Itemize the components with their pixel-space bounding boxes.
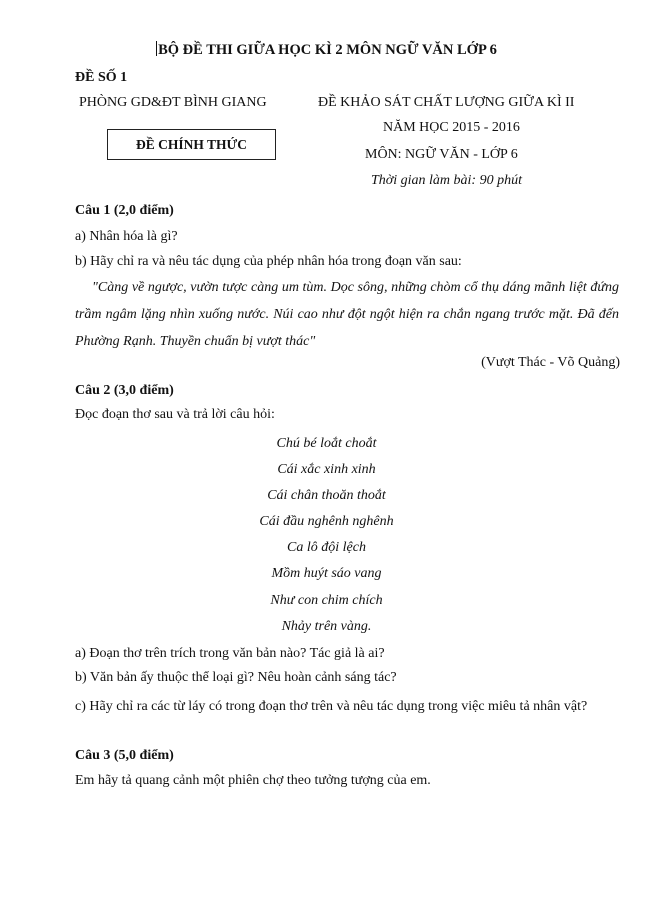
text-cursor <box>156 41 157 56</box>
question-2c: c) Hãy chỉ ra các từ láy có trong đoạn thơ trên và nêu tác dụng trong việc miêu tả nhân vật? <box>75 699 588 714</box>
question-3-task: Em hãy tả quang cảnh một phiên chợ theo tưởng tượng của em. <box>75 773 431 788</box>
official-exam-label: ĐỀ CHÍNH THỨC <box>135 136 247 152</box>
question-1-heading: Câu 1 (2,0 điểm) <box>75 203 174 218</box>
poem-line: Cái xắc xinh xinh <box>277 462 376 477</box>
poem-line: Mồm huýt sáo vang <box>271 566 382 581</box>
question-1b: b) Hãy chỉ ra và nêu tác dụng của phép nhân hóa trong đoạn văn sau: <box>75 254 462 269</box>
school-year: NĂM HỌC 2015 - 2016 <box>383 120 520 135</box>
time-allowed: Thời gian làm bài: 90 phút <box>371 173 522 188</box>
poem-line: Ca lô đội lệch <box>287 540 366 555</box>
poem-line: Cái đầu nghênh nghênh <box>259 514 394 529</box>
exam-name: ĐỀ KHẢO SÁT CHẤT LƯỢNG GIỮA KÌ II <box>318 95 575 110</box>
question-2-heading: Câu 2 (3,0 điểm) <box>75 383 174 398</box>
question-2-intro: Đọc đoạn thơ sau và trả lời câu hỏi: <box>75 407 275 422</box>
document-title-text: BỘ ĐỀ THI GIỮA HỌC KÌ 2 MÔN NGỮ VĂN LỚP 6 <box>158 42 497 58</box>
poem-line: Nhảy trên vàng. <box>281 619 372 634</box>
question-2a: a) Đoạn thơ trên trích trong văn bản nào? Tác giả là ai? <box>75 646 385 661</box>
question-2b: b) Văn bản ấy thuộc thể loại gì? Nêu hoàn cảnh sáng tác? <box>75 670 397 685</box>
official-exam-box <box>107 129 276 160</box>
question-1a: a) Nhân hóa là gì? <box>75 229 178 244</box>
document-title <box>0 41 653 59</box>
poem-line: Chú bé loắt choắt <box>276 436 377 451</box>
education-office: PHÒNG GD&ĐT BÌNH GIANG <box>79 95 267 110</box>
question-3-heading: Câu 3 (5,0 điểm) <box>75 748 174 763</box>
subject-line: MÔN: NGỮ VĂN - LỚP 6 <box>365 147 518 162</box>
poem-line: Cái chân thoăn thoắt <box>267 488 386 503</box>
poem-line: Như con chim chích <box>270 593 383 608</box>
passage-source: (Vượt Thác - Võ Quảng) <box>481 355 620 370</box>
exam-number: ĐỀ SỐ 1 <box>75 70 128 85</box>
quoted-passage: "Càng về ngược, vườn tược càng um tùm. Dọc sông, những chòm cổ thụ dáng mãnh liệt đứng trầm ngâm lặng nhìn xuống nước. Núi cao như đột ngột hiện ra chắn ngang trước mặt. Đã đến Phường Rạnh. Thuyền chuẩn bị vượt thác" <box>75 280 619 349</box>
